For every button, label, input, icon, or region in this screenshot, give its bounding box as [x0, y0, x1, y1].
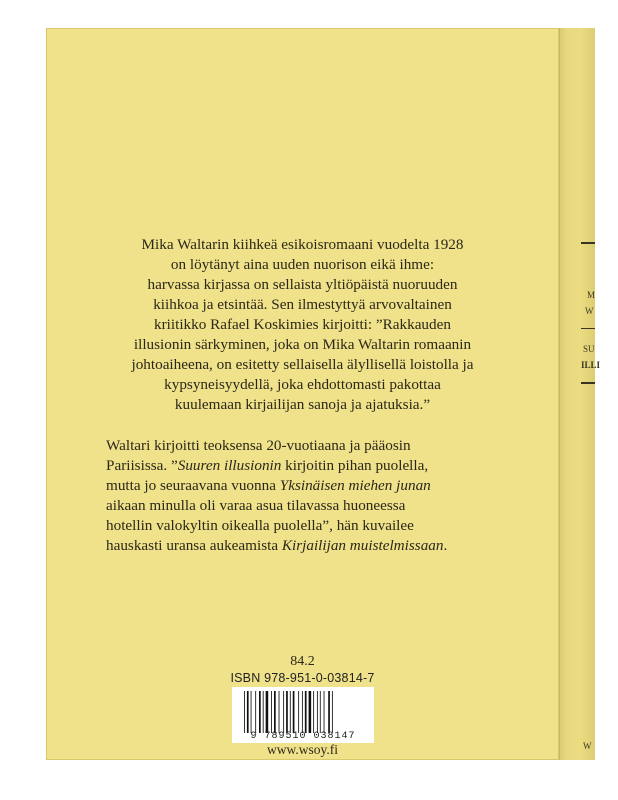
barcode-bar [251, 691, 252, 733]
spine-rule [581, 328, 595, 329]
blurb-paragraph-2 [106, 436, 499, 556]
barcode-bar [320, 691, 321, 733]
spine-edge [559, 28, 560, 760]
blurb-text: kirjoitin pihan puolella, [281, 457, 429, 474]
barcode-bar [313, 691, 314, 733]
barcode-bar [255, 691, 256, 733]
blurb-paragraph-1 [106, 235, 499, 415]
blurb-line: kiihkoa ja etsintää. Sen ilmestyttyä arvovaltainen [153, 296, 452, 313]
publisher-website: www.wsoy.fi [267, 742, 338, 757]
isbn-label: ISBN 978-951-0-03814-7 [230, 671, 375, 685]
barcode-bar [244, 691, 245, 733]
spine [559, 28, 601, 760]
spine-text-fragment: W [585, 306, 594, 316]
spine-rule [581, 382, 595, 384]
blurb-line: harvassa kirjassa on sellaista yltiöpäistä nuoruuden [147, 276, 458, 293]
book-title-italic: Yksinäisen miehen junan [279, 477, 431, 494]
blurb-text: Pariisissa. ” [106, 457, 178, 474]
blurb-line: Waltari kirjoitti teoksensa 20-vuotiaana ja pääosin [106, 437, 411, 454]
barcode-bar [332, 691, 333, 733]
barcode-bar [279, 691, 280, 733]
barcode-bar [290, 691, 291, 733]
blurb-line: hotellin valokyltin oikealla puolella”, hän kuvailee [106, 517, 414, 534]
blurb-text: hauskasti uransa aukeamista [106, 537, 282, 554]
barcode-bar [305, 691, 307, 733]
blurb-text: . [443, 537, 448, 554]
blurb-line: kriitikko Rafael Koskimies kirjoitti: ”Rakkauden [154, 316, 451, 333]
barcode [232, 687, 374, 743]
back-cover [46, 28, 559, 760]
spine-text-fragment: M [587, 290, 596, 300]
barcode-bar [298, 691, 299, 733]
barcode-bar [309, 691, 312, 733]
barcode-bar [259, 691, 261, 733]
blurb-line: aikaan minulla oli varaa asua tilavassa huoneessa [106, 497, 406, 514]
barcode-bar [274, 691, 276, 733]
book-title-italic: Suuren illusionin [177, 457, 282, 474]
barcode-bar [302, 691, 303, 733]
blurb-line: Mika Waltarin kiihkeä esikoisromaani vuodelta 1928 [141, 236, 464, 253]
blurb-line: johtoaiheena, on esitetty sellaisella älyllisellä loistolla ja [131, 356, 474, 373]
spine-text-fragment: ILLI [581, 360, 601, 370]
blurb-line: kuulemaan kirjailijan sanoja ja ajatuksia.” [174, 396, 431, 413]
barcode-digits: 9 789510 038147 [250, 731, 356, 742]
blurb-line: illusionin särkyminen, joka on Mika Waltarin romaanin [133, 336, 472, 353]
blurb-line [106, 536, 499, 556]
barcode-bar [283, 691, 284, 733]
barcode-bar [328, 691, 330, 733]
book-title-italic: Kirjailijan muistelmissaan [281, 537, 444, 554]
spine-text-fragment: SU [583, 344, 595, 354]
barcode-bar [247, 691, 249, 733]
barcode-bar [324, 691, 325, 733]
blurb-line: kypsyneisyydellä, joka ehdottomasti pakottaa [164, 376, 441, 393]
barcode-bar [266, 691, 269, 733]
barcode-bar [263, 691, 264, 733]
spine-text-fragment: W [583, 741, 592, 751]
blurb-line [106, 476, 499, 496]
blurb-line: on löytänyt aina uuden nuorison eikä ihme: [170, 256, 435, 273]
barcode-bar [286, 691, 288, 733]
blurb-line [106, 456, 499, 476]
barcode-bars [244, 691, 364, 733]
blurb-text: mutta jo seuraavana vuonna [106, 477, 280, 494]
barcode-bar [293, 691, 295, 733]
spine-rule [581, 242, 595, 244]
barcode-bar [271, 691, 272, 733]
barcode-bar [317, 691, 318, 733]
library-classification: 84.2 [290, 654, 315, 669]
book [46, 28, 601, 760]
